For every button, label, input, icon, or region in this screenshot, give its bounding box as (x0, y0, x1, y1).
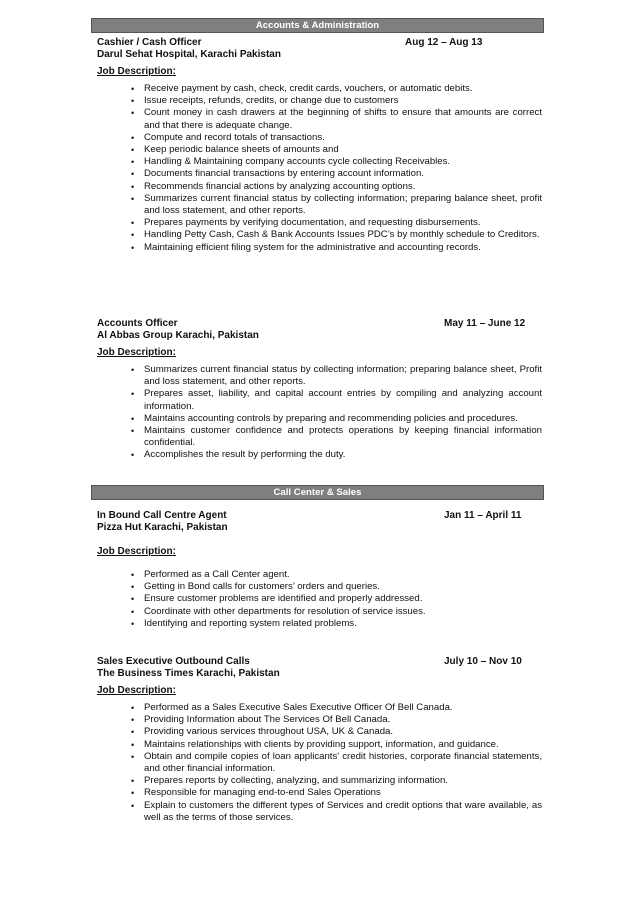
bullet-icon: • (131, 181, 135, 192)
duty-item (131, 413, 542, 425)
duty-text: Coordinate with other departments for resolution of service issues. (144, 605, 426, 617)
bullet-icon: • (131, 582, 135, 593)
bullet-icon: • (131, 132, 135, 143)
bullet-icon: • (131, 606, 135, 617)
bullet-icon: • (131, 739, 135, 750)
duty-text: Recommends financial actions by analyzing accounting options. (144, 180, 416, 192)
duty-item (131, 95, 542, 107)
job-header (97, 37, 542, 49)
duty-text: Providing Information about The Services Of Bell Canada. (144, 714, 391, 726)
duty-item (131, 168, 542, 180)
duty-item (131, 229, 542, 241)
job-company: Pizza Hut Karachi, Pakistan (97, 522, 228, 533)
bullet-icon: • (131, 108, 135, 119)
bullet-icon: • (131, 618, 135, 629)
job-description-label: Job Description: (97, 66, 176, 77)
duty-text: Responsible for managing end-to-end Sales Operations (144, 787, 381, 799)
duties-list-accounts-officer (131, 364, 542, 462)
job-title: Accounts Officer (97, 318, 178, 329)
job-date: July 10 – Nov 10 (444, 656, 522, 667)
duty-text: Performed as a Call Center agent. (144, 569, 290, 580)
duty-item (131, 726, 542, 738)
bullet-icon: • (131, 157, 135, 168)
section-header-accounts: Accounts & Administration (91, 18, 544, 33)
duty-item (131, 714, 542, 726)
bullet-icon: • (131, 426, 135, 437)
duty-item (131, 132, 542, 144)
duty-text: Keep periodic balance sheets of amounts and (144, 144, 339, 156)
job-header (97, 510, 542, 522)
duty-item (131, 775, 542, 787)
job-date: Aug 12 – Aug 13 (405, 37, 483, 48)
bullet-icon: • (131, 715, 135, 726)
duty-text: Summarizes current financial status by collecting information; preparing balance sheet, Profit and loss statement, and other reports. (144, 364, 542, 388)
duties-list-call-centre (131, 569, 542, 630)
bullet-icon: • (131, 193, 135, 204)
duty-item (131, 181, 542, 193)
bullet-icon: • (131, 751, 135, 762)
duties-list-sales-executive (131, 702, 542, 824)
duty-text: Documents financial transactions by entering account information. (144, 168, 424, 180)
duty-text: Summarizes current financial status by collecting information; preparing balance sheet, profit and loss statement, and other reports. (144, 192, 542, 217)
duty-text: Identifying and reporting system related problems. (144, 617, 357, 629)
job-sales-executive (97, 656, 542, 698)
duty-text: Accomplishes the result by performing the duty. (144, 449, 346, 461)
job-header (97, 318, 542, 330)
bullet-icon: • (131, 230, 135, 241)
job-date: Jan 11 – April 11 (444, 510, 522, 521)
duty-item (131, 569, 542, 581)
duty-item (131, 425, 542, 449)
duty-text: Obtain and compile copies of loan applicants' credit histories, corporate financial statements, and other financial information. (144, 750, 542, 775)
bullet-icon: • (131, 96, 135, 107)
bullet-icon: • (131, 365, 135, 375)
bullet-icon: • (131, 169, 135, 180)
bullet-icon: • (131, 727, 135, 738)
duty-item (131, 800, 542, 824)
job-call-centre-agent (97, 510, 542, 559)
duty-item (131, 242, 542, 254)
bullet-icon: • (131, 389, 135, 400)
job-cashier (97, 37, 542, 79)
duty-item (131, 593, 542, 605)
duty-item (131, 449, 542, 461)
duty-text: Prepares payments by verifying documentation, and requesting disbursements. (144, 217, 481, 229)
bullet-icon: • (131, 776, 135, 787)
bullet-icon: • (131, 242, 135, 253)
duty-text: Compute and record totals of transactions. (144, 131, 325, 143)
bullet-icon: • (131, 788, 135, 799)
duty-text: Handling & Maintaining company accounts cycle collecting Receivables. (144, 156, 451, 168)
section-header-callcenter: Call Center & Sales (91, 485, 544, 500)
job-title: In Bound Call Centre Agent (97, 510, 227, 521)
duty-item (131, 581, 542, 593)
duties-list-cashier (131, 83, 542, 254)
job-description-label: Job Description: (97, 685, 176, 696)
job-company: The Business Times Karachi, Pakistan (97, 668, 280, 679)
duty-text: Maintains relationships with clients by providing support, information, and guidance. (144, 738, 499, 750)
job-title: Sales Executive Outbound Calls (97, 656, 250, 667)
duty-item (131, 739, 542, 751)
bullet-icon: • (131, 570, 135, 580)
bullet-icon: • (131, 800, 135, 811)
duty-text: Ensure customer problems are identified and properly addressed. (144, 593, 423, 605)
duty-item (131, 107, 542, 131)
duty-text: Getting in Bond calls for customers’ orders and queries. (144, 581, 380, 593)
job-date: May 11 – June 12 (444, 318, 526, 329)
job-description-label: Job Description: (97, 546, 176, 557)
duty-text: Performed as a Sales Executive Sales Executive Officer Of Bell Canada. (144, 702, 453, 713)
duty-item (131, 787, 542, 799)
duty-text: Handling Petty Cash, Cash & Bank Accounts Issues PDC’s by monthly schedule to Creditors. (144, 229, 540, 241)
duty-item (131, 144, 542, 156)
duty-text: Issue receipts, refunds, credits, or change due to customers (144, 95, 399, 107)
bullet-icon: • (131, 84, 135, 94)
bullet-icon: • (131, 594, 135, 605)
job-accounts-officer (97, 318, 542, 360)
job-company: Darul Sehat Hospital, Karachi Pakistan (97, 49, 281, 60)
bullet-icon: • (131, 218, 135, 229)
duty-text: Count money in cash drawers at the beginning of shifts to ensure that amounts are correct and that there is adequate change. (144, 107, 542, 131)
job-header (97, 656, 542, 668)
duty-text: Receive payment by cash, check, credit cards, vouchers, or automatic debits. (144, 83, 473, 94)
duty-item (131, 702, 542, 714)
duty-text: Maintains customer confidence and protects operations by keeping financial information confidential. (144, 425, 542, 449)
job-title: Cashier / Cash Officer (97, 37, 202, 48)
duty-text: Prepares reports by collecting, analyzing, and summarizing information. (144, 775, 448, 787)
duty-item (131, 83, 542, 95)
bullet-icon: • (131, 413, 135, 424)
bullet-icon: • (131, 145, 135, 156)
duty-text: Explain to customers the different types of Services and credit options that ware available, as well as the terms of those services. (144, 799, 542, 823)
duty-item (131, 156, 542, 168)
job-description-label: Job Description: (97, 347, 176, 358)
duty-item (131, 751, 542, 775)
job-company: Al Abbas Group Karachi, Pakistan (97, 330, 259, 341)
duty-text: Prepares asset, liability, and capital account entries by compiling and analyzing account information. (144, 388, 542, 412)
duty-item (131, 618, 542, 630)
duty-item (131, 388, 542, 412)
bullet-icon: • (131, 703, 135, 713)
duty-item (131, 193, 542, 217)
duty-text: Maintaining efficient filing system for the administrative and accounting records. (144, 241, 481, 253)
duty-text: Providing various services throughout USA, UK & Canada. (144, 726, 394, 738)
duty-item (131, 606, 542, 618)
bullet-icon: • (131, 450, 135, 461)
duty-item (131, 364, 542, 388)
duty-item (131, 217, 542, 229)
duty-text: Maintains accounting controls by preparing and recommending policies and procedures. (144, 412, 518, 424)
